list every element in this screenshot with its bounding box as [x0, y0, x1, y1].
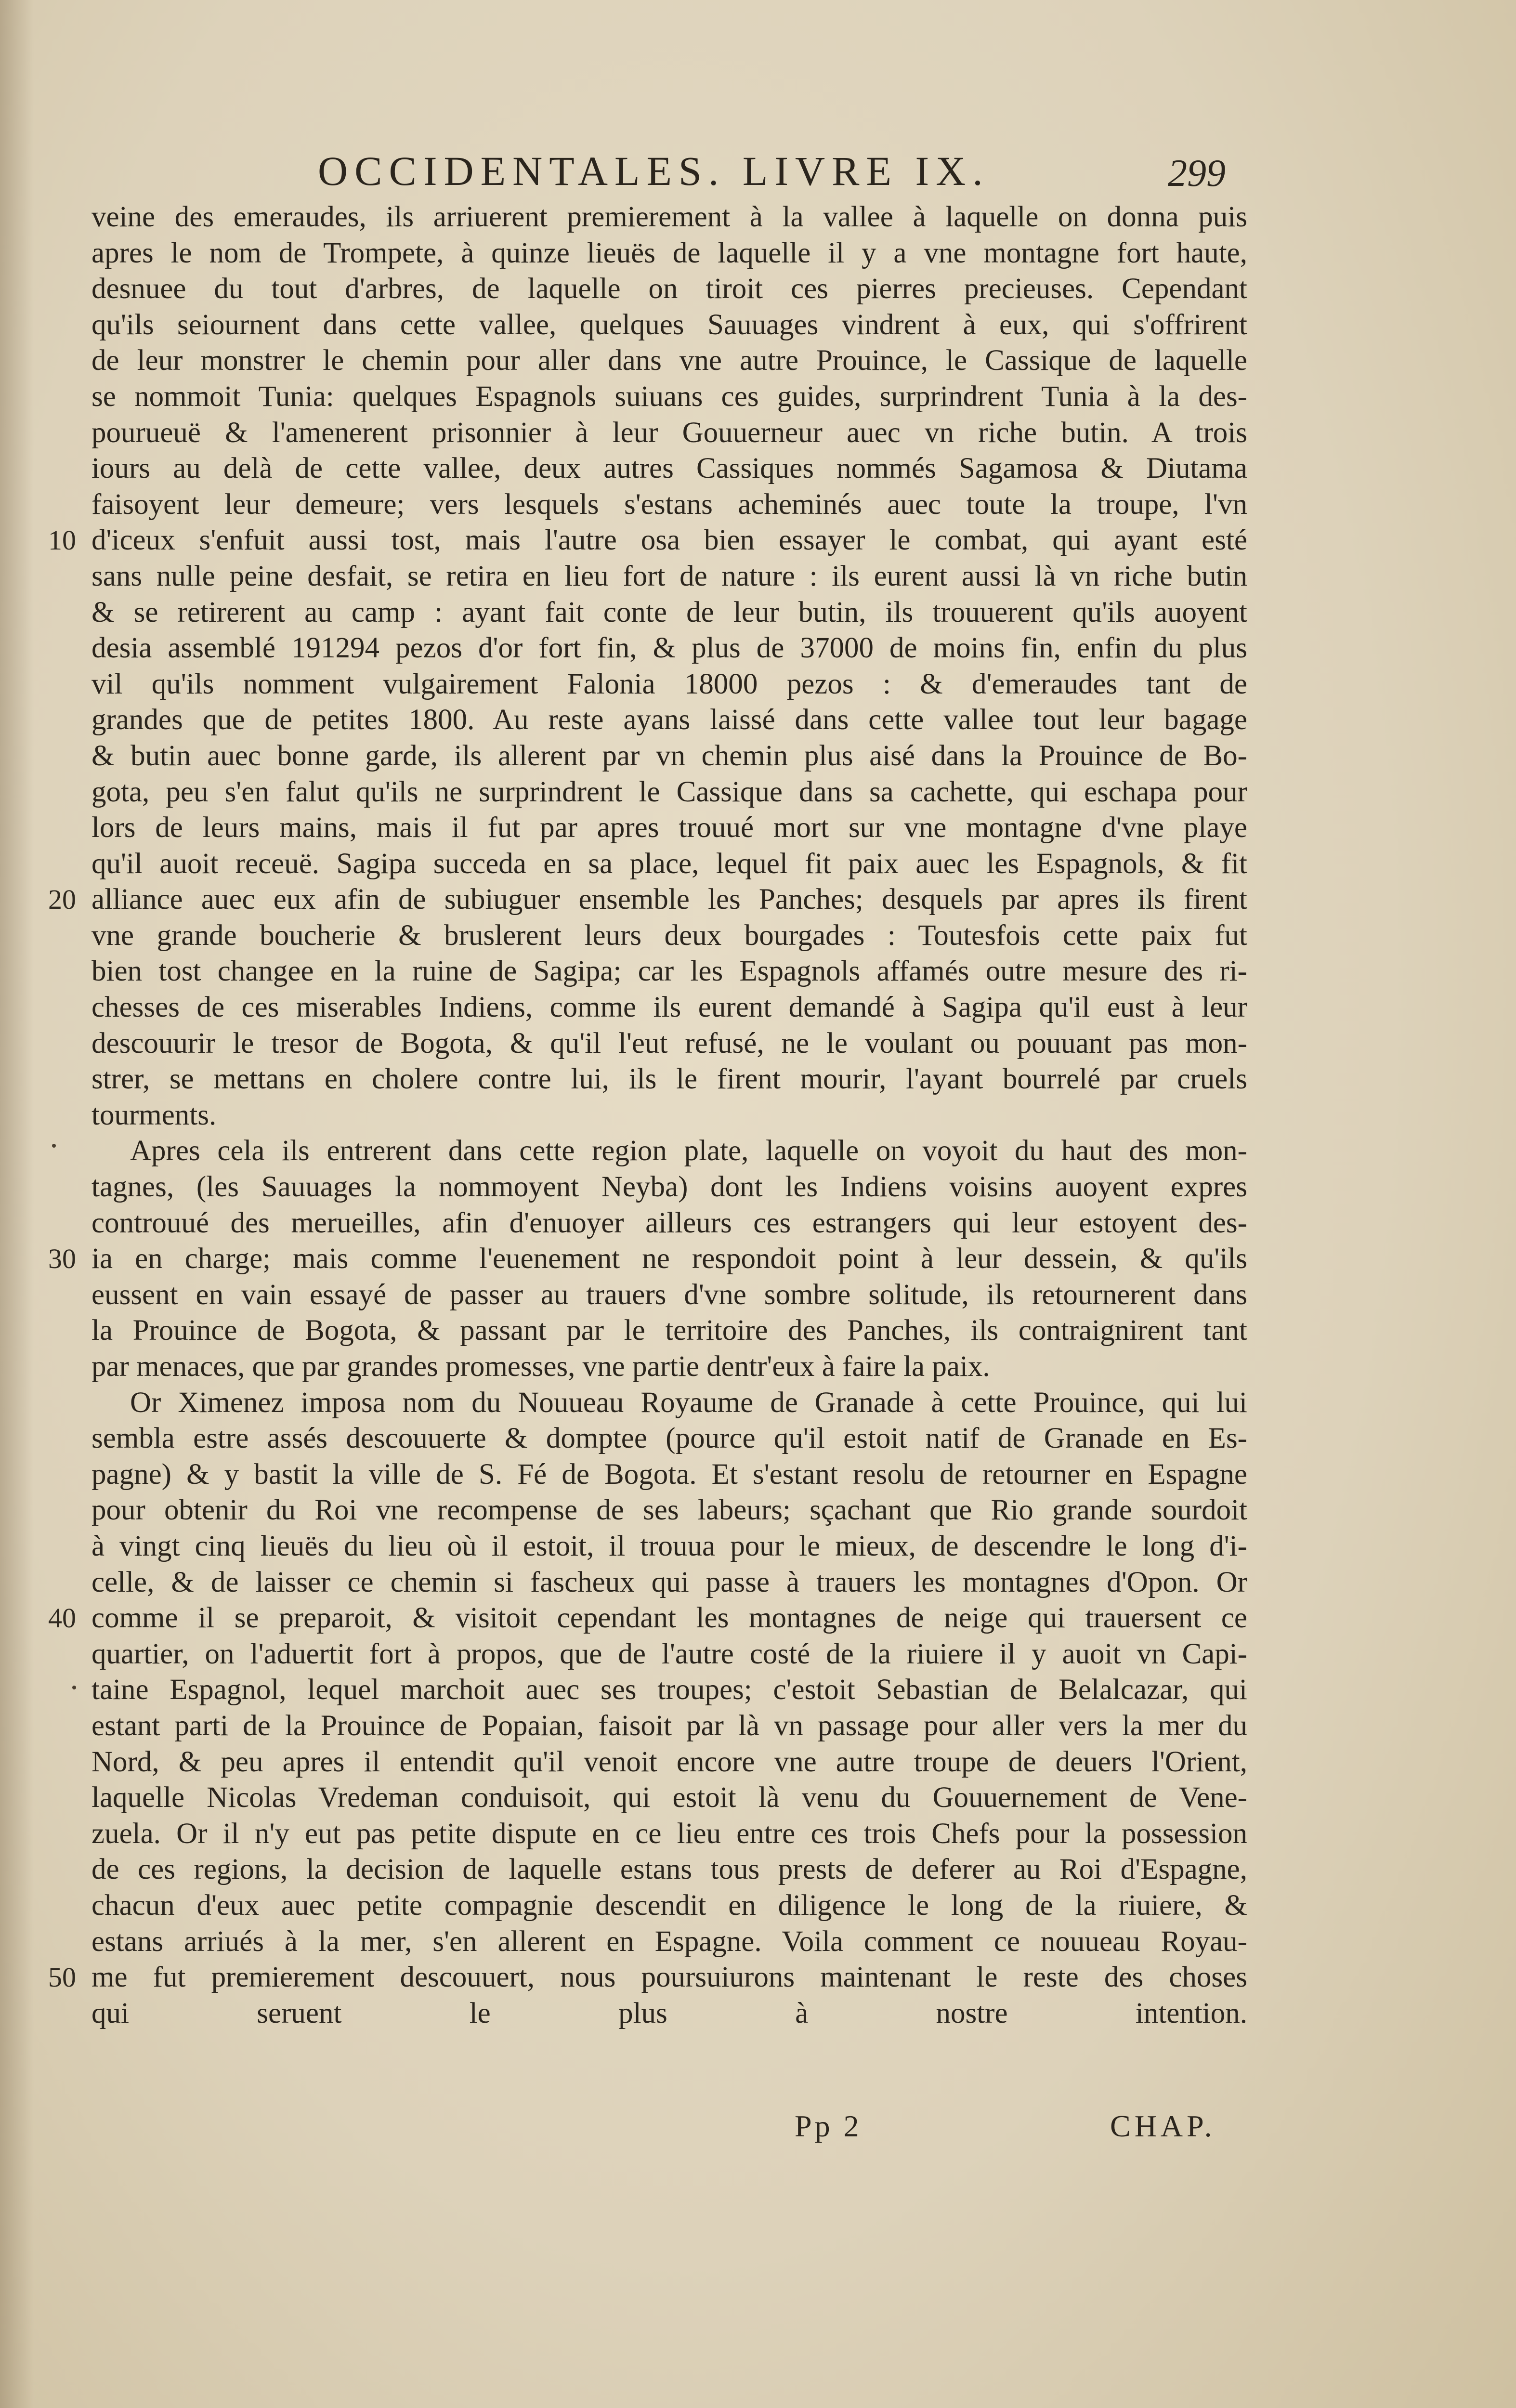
text-line: me fut premierement descouuert, nous poursuiurons maintenant le reste des choses — [91, 1961, 1247, 1994]
text-line: ia en charge; mais comme l'euenement ne respondoit point à leur dessein, & qu'ils — [91, 1243, 1247, 1275]
text-line: qu'il auoit receuë. Sagipa succeda en sa place, lequel fit paix auec les Espagnols, & fit — [91, 847, 1247, 880]
text-line: Nord, & peu apres il entendit qu'il venoit encore vne autre troupe de deuers l'Orient, — [91, 1745, 1247, 1778]
text-line: qu'ils seiournent dans cette vallee, quelques Sauuages vindrent à eux, qui s'offrirent — [91, 308, 1247, 341]
text-line: alliance auec eux afin de subiuguer ensemble les Panches; desquels par apres ils firent — [91, 883, 1247, 916]
body-text — [91, 199, 1247, 2031]
text-line: desia assemblé 191294 pezos d'or fort fin, & plus de 37000 de moins fin, enfin du plus — [91, 632, 1247, 665]
text-line: Or Ximenez imposa nom du Nouueau Royaume de Granade à cette Prouince, qui lui — [130, 1386, 1247, 1419]
text-line: iours au delà de cette vallee, deux autres Cassiques nommés Sagamosa & Diutama — [91, 452, 1247, 485]
text-line: controuué des merueilles, afin d'enuoyer ailleurs ces estrangers qui leur estoyent des- — [91, 1206, 1247, 1239]
signature-mark: Pp 2 — [795, 2109, 862, 2143]
line-number-40: 40 — [48, 1602, 76, 1634]
text-line: quartier, on l'aduertit fort à propos, que de l'autre costé de la riuiere il y auoit vn Capi- — [91, 1637, 1247, 1670]
line-number-20: 20 — [48, 884, 76, 915]
margin-mark — [72, 1686, 76, 1689]
text-line: chacun d'eux auec petite compagnie descendit en diligence le long de la riuiere, & — [91, 1889, 1247, 1922]
text-line: pagne) & y bastit la ville de S. Fé de Bogota. Et s'estant resolu de retourner en Espagne — [91, 1458, 1247, 1491]
text-line: desnuee du tout d'arbres, de laquelle on tiroit ces pierres precieuses. Cependant — [91, 273, 1247, 305]
text-line: zuela. Or il n'y eut pas petite dispute en ce lieu entre ces trois Chefs pour la possession — [91, 1817, 1247, 1850]
text-line: gota, peu s'en falut qu'ils ne surprindrent le Cassique dans sa cachette, qui eschapa pour — [91, 775, 1247, 808]
text-line: la Prouince de Bogota, & passant par le territoire des Panches, ils contraignirent tant — [91, 1314, 1247, 1347]
text-line: pourueuë & l'amenerent prisonnier à leur Gouuerneur auec vn riche butin. A trois — [91, 416, 1247, 449]
running-title: OCCIDENTALES. LIVRE IX. — [318, 148, 990, 194]
text-line: lors de leurs mains, mais il fut par apres trouué mort sur vne montagne d'vne playe — [91, 811, 1247, 844]
text-line: d'iceux s'enfuit aussi tost, mais l'autre osa bien essayer le combat, qui ayant esté — [91, 524, 1247, 557]
text-line: & se retirerent au camp : ayant fait conte de leur butin, ils trouuerent qu'ils auoyent — [91, 596, 1247, 628]
text-line: se nommoit Tunia: quelques Espagnols suiuans ces guides, surprindrent Tunia à la des- — [91, 380, 1247, 413]
text-line: & butin auec bonne garde, ils allerent par vn chemin plus aisé dans la Prouince de Bo- — [91, 739, 1247, 772]
line-number-50: 50 — [48, 1962, 76, 1993]
gutter-shadow — [0, 0, 34, 2408]
text-line: tourments. — [91, 1099, 217, 1131]
text-line: estans arriués à la mer, s'en allerent en Espagne. Voila comment ce nouueau Royau- — [91, 1925, 1247, 1958]
text-line: strer, se mettans en cholere contre lui, ils le firent mourir, l'ayant bourrelé par cruels — [91, 1063, 1247, 1096]
text-line: pour obtenir du Roi vne recompense de ses labeurs; sçachant que Rio grande sourdoit — [91, 1494, 1247, 1527]
text-line: veine des emeraudes, ils arriuerent premierement à la vallee à laquelle on donna puis — [91, 201, 1247, 233]
text-line: grandes que de petites 1800. Au reste ayans laissé dans cette vallee tout leur bagage — [91, 704, 1247, 736]
text-line: vne grande boucherie & bruslerent leurs deux bourgades : Toutesfois cette paix fut — [91, 919, 1247, 952]
text-line: taine Espagnol, lequel marchoit auec ses troupes; c'estoit Sebastian de Belalcazar, qui — [91, 1674, 1247, 1706]
page-number: 299 — [1168, 152, 1226, 195]
text-line: comme il se preparoit, & visitoit cependant les montagnes de neige qui trauersent ce — [91, 1602, 1247, 1635]
text-line: tagnes, (les Sauuages la nommoyent Neyba) dont les Indiens voisins auoyent expres — [91, 1171, 1247, 1204]
text-line: de leur monstrer le chemin pour aller dans vne autre Prouince, le Cassique de laquelle — [91, 344, 1247, 377]
text-line: celle, & de laisser ce chemin si fascheux qui passe à trauers les montagnes d'Opon. Or — [91, 1566, 1247, 1598]
text-line: laquelle Nicolas Vredeman conduisoit, qui estoit là venu du Gouuernement de Vene- — [91, 1781, 1247, 1814]
catchword: CHAP. — [1110, 2109, 1216, 2143]
text-line: sans nulle peine desfait, se retira en lieu fort de nature : ils eurent aussi là vn riche butin — [91, 560, 1247, 592]
text-line: qui seruent le plus à nostre intention. — [91, 1997, 1247, 2029]
text-line: descouurir le tresor de Bogota, & qu'il l'eut refusé, ne le voulant ou pouuant pas mon- — [91, 1027, 1247, 1060]
text-line: à vingt cinq lieuës du lieu où il estoit, il trouua pour le mieux, de descendre le long d'i- — [91, 1530, 1247, 1562]
text-line: par menaces, que par grandes promesses, vne partie dentr'eux à faire la paix. — [91, 1350, 990, 1383]
text-line: sembla estre assés descouuerte & domptee (pource qu'il estoit natif de Granade en Es- — [91, 1422, 1247, 1455]
text-line: eussent en vain essayé de passer au trauers d'vne sombre solitude, ils retournerent dans — [91, 1278, 1247, 1311]
margin-mark — [52, 1144, 56, 1148]
text-line: Apres cela ils entrerent dans cette region plate, laquelle on voyoit du haut des mon- — [130, 1135, 1247, 1167]
text-line: apres le nom de Trompete, à quinze lieuës de laquelle il y a vne montagne fort haute, — [91, 236, 1247, 269]
text-line: vil qu'ils nomment vulgairement Falonia 18000 pezos : & d'emeraudes tant de — [91, 667, 1247, 700]
line-number-10: 10 — [48, 524, 76, 556]
text-line: faisoyent leur demeure; vers lesquels s'estans acheminés auec toute la troupe, l'vn — [91, 488, 1247, 521]
text-line: chesses de ces miserables Indiens, comme ils eurent demandé à Sagipa qu'il eust à leur — [91, 991, 1247, 1024]
text-line: bien tost changee en la ruine de Sagipa; car les Espagnols affamés outre mesure des ri- — [91, 955, 1247, 988]
text-line: estant parti de la Prouince de Popaian, faisoit par là vn passage pour aller vers la mer du — [91, 1709, 1247, 1742]
text-line: de ces regions, la decision de laquelle estans tous prests de deferer au Roi d'Espagne, — [91, 1853, 1247, 1886]
line-number-30: 30 — [48, 1243, 76, 1274]
